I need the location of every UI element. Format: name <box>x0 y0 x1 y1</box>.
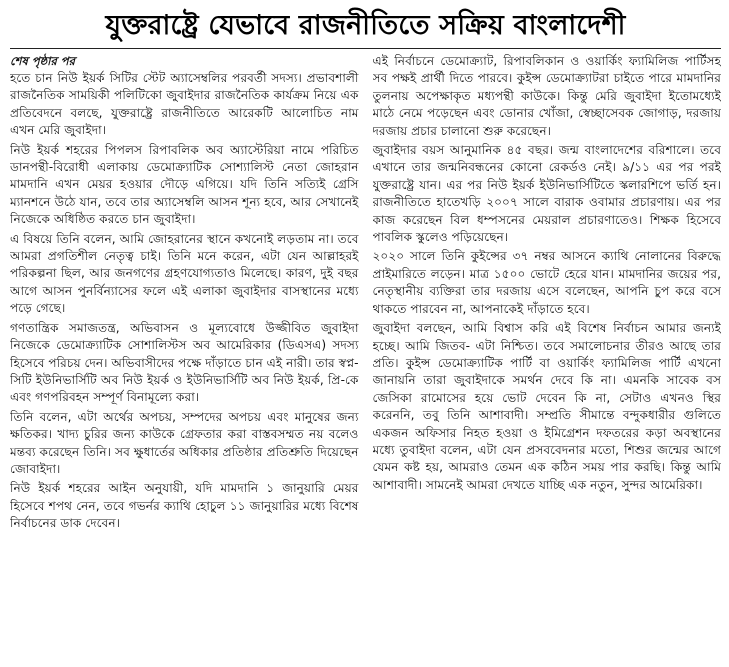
headline-divider <box>10 48 721 49</box>
headline: যুক্তরাষ্ট্রে যেভাবে রাজনীতিতে সক্রিয় বাংলাদেশী <box>105 10 626 41</box>
paragraph: নিউ ইয়র্ক শহরের আইন অনুযায়ী, যদি মামদানি ১ জানুয়ারি মেয়র হিসেবে শপথ নেন, তবে গভর্নর ক্যাথি হোচুল ১১ জানুয়ারির মধ্যে বিশেষ নির্বাচনের ডাক দেবেন। <box>10 481 359 531</box>
paragraph: গণতান্ত্রিক সমাজতন্ত্র, অভিবাসন ও মূল্যবোধে উজ্জীবিত জুবাইদা নিজেকে ডেমোক্র্যাটিক সোশালিস্টস অব আমেরিকার (ডিএসএ) সদস্য হিসেবে পরিচয় দেন। অভিবাসীদের পক্ষে দাঁড়াতে চান এই নারী। তার স্বপ্ন- সিটি ইউনিভার্সিটি অব নিউ ইয়র্ক ও ইউনিভার্সিটি অব নিউ ইয়র্ক, প্রি-কে এবং গণপরিবহন সম্পূর্ণ বিনামূল্যে করা। <box>10 320 359 405</box>
paragraph: হতে চান নিউ ইয়র্ক সিটির স্টেট অ্যাসেম্বলির পরবর্তী সদস্য। প্রভাবশালী রাজনৈতিক সাময়িকী পলিটিকো জুবাইদার রাজনৈতিক কার্যক্রম নিয়ে এক প্রতিবেদনে বলছে, যুক্তরাষ্ট্রে রাজনীতিতে আরেকটি আলোচিত নাম এখন মেরি জুবাইদা। <box>10 71 359 138</box>
column-left <box>10 53 359 665</box>
continuation-kicker: শেষ পৃষ্ঠার পর <box>10 54 75 68</box>
paragraph: নিউ ইয়র্ক শহরের পিপলস রিপাবলিক অব অ্যাস্টেরিয়া নামে পরিচিত ডানপন্থী-বিরোধী এলাকায় ডেমোক্র্যাটিক সোশ্যালিস্ট নেতা জোহরান মামদানি এখন মেয়র হওয়ার দৌড়ে এগিয়ে। যদি তিনি সত্যিই গ্রেসি ম্যানশনে উঠে যান, তবে তার অ্যাসেম্বলি আসন শূন্য হবে, আর সেখানেই নিজেকে অধিষ্ঠিত করতে চান জুবাইদা। <box>10 142 359 227</box>
paragraph: ২০২০ সালে তিনি কুইন্সের ৩৭ নম্বর আসনে ক্যাথি নোলানের বিরুদ্ধে প্রাইমারিতে লড়েন। মাত্র ১৫০০ ভোটে হেরে যান। মামদানির জয়ের পর, নেতৃস্থানীয় ব্যক্তিরা তার দরজায় এসে বলেছেন, আপনি চুপ করে বসে থাকতে পারবেন না, আপনাকেই দাঁড়াতে হবে। <box>372 249 721 316</box>
paragraph: জুবাইদার বয়স আনুমানিক ৪৫ বছর। জন্ম বাংলাদেশের বরিশালে। তবে এখানে তার জন্মনিবন্ধনের কোনো রেকর্ডও নেই। ৯/১১ এর পর পরই যুক্তরাষ্ট্রে যান। এর পর নিউ ইয়র্ক ইউনিভার্সিটিতে স্কলারশিপে ভর্তি হন। রাজনীতিতে হাতেখড়ি ২০০৭ সালে বারাক ওবামার প্রচারণায়। এর পর কাজ করেছেন বিল ধম্পসনের মেয়রাল প্রচারণাতেও। শিক্ষক হিসেবে পাবলিক স্কুলেও পড়িয়েছেন। <box>372 143 721 245</box>
paragraph: এ বিষয়ে তিনি বলেন, আমি জোহরানের স্থানে কখনোই লড়তাম না। তবে আমরা প্রগতিশীল নেতৃত্ব চাই। তিনি মনে করেন, এটা যেন আল্লাহরই পরিকল্পনা ছিল, আর জনগণের গ্রহণযোগ্যতাও মিলেছে। কারণ, দুই বছর আগে আসন পুনর্বিন্যাসের ফলে এই এলাকা জুবাইদার বাসস্থানের মধ্যে পড়ে গেছে। <box>10 231 359 316</box>
column-right <box>373 53 722 665</box>
paragraph: জুবাইদা বলছেন, আমি বিশ্বাস করি এই বিশেষ নির্বাচন আমার জন্যই হচ্ছে। আমি জিতব- এটা নিশ্চিত। তবে সমালোচনার তীরও আছে তার প্রতি। কুইন্স ডেমোক্র্যাটিক পার্টি বা ওয়ার্কিং ফ্যামিলিজ পার্টি এখনো জানায়নি তারা জুবাইদাকে সমর্থন দেবে কি না। এমনকি সাবেক বস জেসিকা রামোসের হয়ে ভোট দেবেন কি না, সেটাও এখনও স্থির করেননি, তবু তিনি আশাবাদী। সম্প্রতি সীমান্তে বন্দুকধারীর গুলিতে একজন অফিসার নিহত হওয়া ও ইমিগ্রেশন দফতরের কড়া অবস্থানের মধ্যে তুবাইদা বলেন, এটা যেন প্রসববেদনার মতো, শিশুর জন্মের আগে যেমন কষ্ট হয়, আমরাও তেমন এক কঠিন সময় পার করছি। কিন্তু আমি আশাবাদী। সামনেই আমরা দেখতে যাচ্ছি এক নতুন, সুন্দর আমেরিকা। <box>372 321 721 492</box>
article-body <box>10 53 721 665</box>
paragraph: এই নির্বাচনে ডেমোক্র্যাট, রিপাবলিকান ও ওয়ার্কিং ফ্যামিলিজ পার্টিসহ সব পক্ষই প্রার্থী দিতে পারবে। কুইন্স ডেমোক্র্যাটরা চাইতে পারে মামদানির তুলনায় অপেক্ষাকৃত মধ্যপন্থী কাউকে। কিন্তু মেরি জুবাইদা ইতোমধ্যেই মাঠে নেমে পড়েছেন এবং ডোনার খোঁজা, স্বেচ্ছাসেবক জোগাড়, দরজায় দরজায় প্রচার চালানো শুরু করেছেন। <box>372 54 721 138</box>
paragraph: তিনি বলেন, এটা অর্থের অপচয়, সম্পদের অপচয় এবং মানুষের জন্য ক্ষতিকর। খাদ্য চুরির জন্য কাউকে গ্রেফতার করা বাস্তবসম্মত নয় বলেও মন্তব্য করেছেন তিনি। সব ক্ষুধার্তের অধিকার প্রতিষ্ঠার প্রতিশ্রুতি দিয়েছেন জোবাইদা। <box>10 409 359 476</box>
